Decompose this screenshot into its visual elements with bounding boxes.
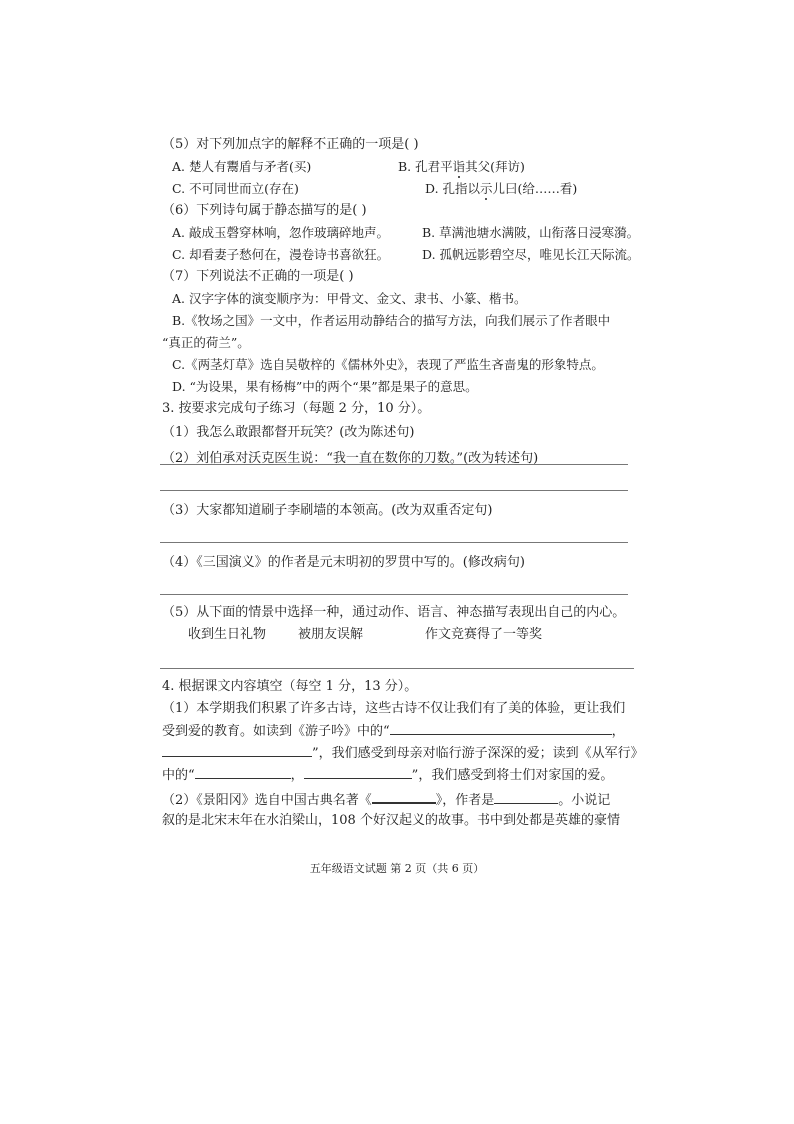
blank-youziyin-1[interactable]	[390, 722, 612, 735]
blank-congjunxing-2[interactable]	[304, 766, 412, 779]
s3-q1: （1）我怎么敢跟都督开玩笑？(改为陈述句)	[162, 425, 415, 440]
q5-option-b	[398, 158, 525, 176]
s3-q5-option-2: 被朋友误解	[298, 627, 364, 642]
q5-option-d-dotted-char: 示	[480, 181, 493, 196]
s3-q4: （4）《三国演义》的作者是元末明初的罗贯中写的。(修改病句)	[162, 555, 525, 570]
q5-option-b-dotted-char: 诣	[452, 159, 466, 174]
s4-p2-line1-text: （2）《景阳冈》选自中国古典名著《	[162, 793, 372, 808]
s3-q5-answer-line[interactable]	[160, 668, 634, 669]
s3-q3-answer-line[interactable]	[160, 542, 628, 543]
q5-option-c: C. 不可同世而立(存在)	[172, 181, 299, 196]
q7-option-a: A. 汉字字体的演变顺序为：甲骨文、金文、隶书、小篆、楷书。	[172, 291, 527, 306]
q5-option-a: A. 楚人有鬻盾与矛者(买)	[172, 159, 312, 174]
q5-stem: （5）对下列加点字的解释不正确的一项是( )	[162, 137, 419, 152]
q5-option-b-pre: B. 孔君平	[398, 159, 453, 174]
s3-q5: （5）从下面的情景中选择一种，通过动作、语言、神态描写表现出自己的内心。	[162, 605, 626, 620]
s4-p1-line2	[162, 722, 625, 741]
s4-p1-line3-text: ”，我们感受到母亲对临行游子深深的爱；读到《从军行》	[312, 746, 644, 761]
q5-option-d-pre: D. 孔指以	[425, 181, 481, 196]
s4-p1-line2-comma: ，	[611, 724, 625, 739]
q5-option-d	[425, 180, 577, 198]
s4-p2-line1-suffix: 。小说记	[558, 793, 611, 808]
s4-p1-line4	[162, 766, 613, 785]
s4-p1-line4-text: ”，我们感受到将士们对家国的爱。	[411, 768, 614, 783]
s4-p1-line1: （1）本学期我们积累了许多古诗，这些古诗不仅让我们有了美的体验，更让我们	[162, 701, 626, 716]
blank-congjunxing-1[interactable]	[195, 766, 291, 779]
q5-option-b-post: 其父(拜访)	[465, 159, 525, 174]
q6-option-c: C. 却看妻子愁何在，漫卷诗书喜欲狂。	[172, 247, 390, 262]
s3-q3: （3）大家都知道刷子李刷墙的本领高。(改为双重否定句)	[162, 503, 493, 518]
s4-p2-line2: 叙的是北宋末年在水泊梁山，108 个好汉起义的故事。书中到处都是英雄的豪情	[162, 813, 620, 828]
q6-option-a: A. 敲成玉磬穿林响，忽作玻璃碎地声。	[172, 225, 389, 240]
q6-stem: （6）下列诗句属于静态描写的是( )	[162, 203, 367, 218]
q7-option-c: C.《两茎灯草》选自吴敬梓的《儒林外史》，表现了严监生吝啬鬼的形象特点。	[172, 357, 604, 372]
q6-option-b: B. 草满池塘水满陂，山衔落日浸寒漪。	[422, 225, 640, 240]
blank-youziyin-2[interactable]	[162, 744, 312, 757]
q7-option-b-line2: “真正的荷兰”。	[162, 335, 250, 350]
blank-author[interactable]	[494, 791, 558, 804]
q7-stem: （7）下列说法不正确的一项是( )	[162, 269, 354, 284]
s4-p1-line2-text: 受到爱的教育。如读到《游子吟》中的“	[162, 724, 390, 739]
s4-p1-line4-prefix: 中的“	[162, 768, 195, 783]
s3-q2-answer-line[interactable]	[160, 490, 628, 491]
s3-q4-answer-line[interactable]	[160, 594, 628, 595]
q6-option-d: D. 孤帆远影碧空尽，唯见长江天际流。	[422, 247, 640, 262]
s4-p1-line3	[162, 744, 644, 763]
s4-p1-line4-comma: ，	[290, 768, 304, 783]
q7-option-b-line1: B.《牧场之国》一文中，作者运用动静结合的描写方法，向我们展示了作者眼中	[172, 313, 611, 328]
q5-option-d-post: 儿曰(给……看)	[492, 181, 578, 196]
section3-title: 3. 按要求完成句子练习（每题 2 分，10 分）。	[162, 401, 431, 416]
s3-q2: （2）刘伯承对沃克医生说：“我一直在数你的刀数。”(改为转述句)	[162, 451, 539, 466]
page-footer: 五年级语文试题 第 2 页（共 6 页）	[309, 862, 485, 875]
s3-q5-option-3: 作文竞赛得了一等奖	[425, 627, 543, 642]
s4-p2-line1-author-text: 》，作者是	[435, 793, 495, 808]
section4-title: 4. 根据课文内容填空（每空 1 分，13 分）。	[162, 679, 418, 694]
s4-p2-line1	[162, 790, 610, 810]
blank-book-title[interactable]	[372, 790, 436, 804]
q7-option-d: D. “为设果，果有杨梅”中的两个“果”都是果子的意思。	[172, 379, 478, 394]
s3-q5-option-1: 收到生日礼物	[188, 627, 267, 642]
